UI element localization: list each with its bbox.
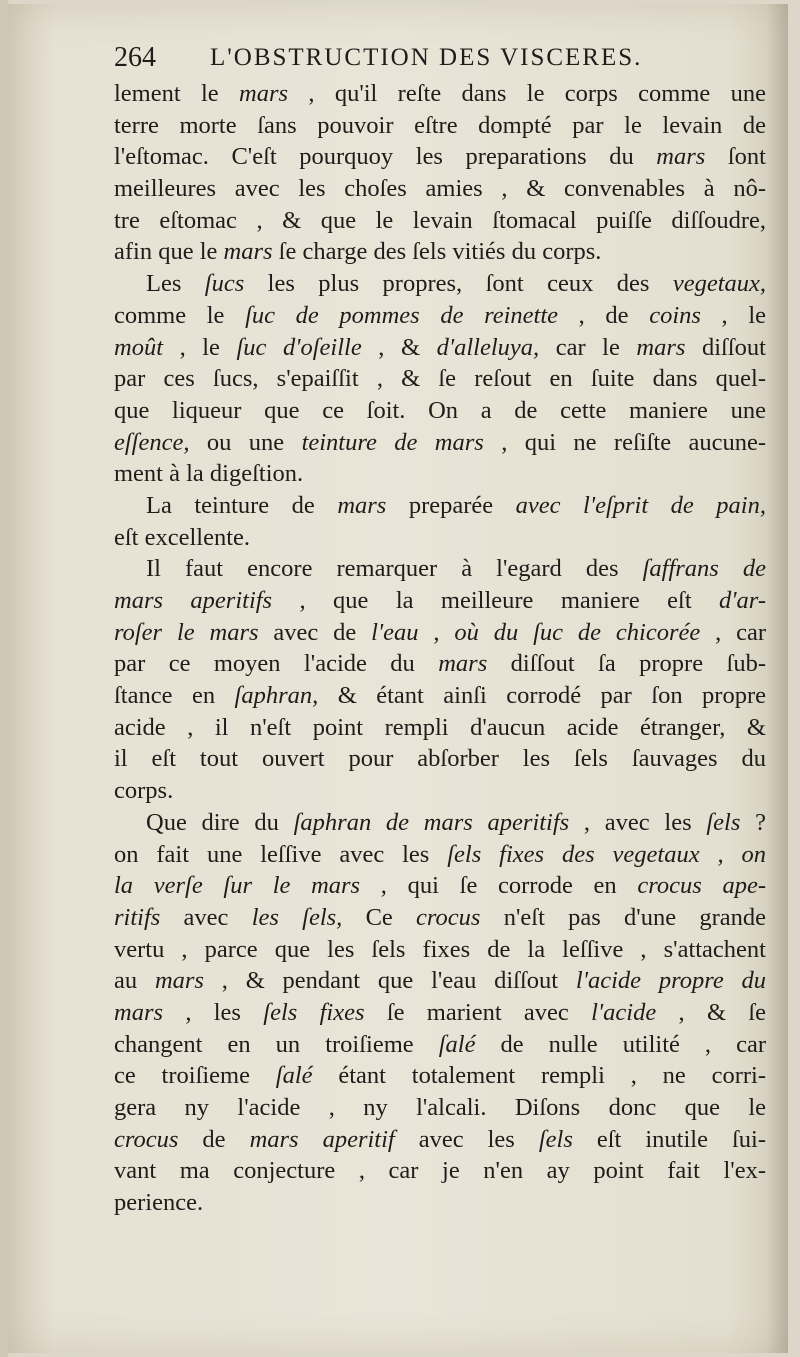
italic-text: mars aperitif <box>249 1125 395 1153</box>
italic-text: crocus <box>416 903 481 931</box>
text-span: que liqueur que ce ſoit. On a de cette maniere une <box>114 396 766 424</box>
italic-text: mars <box>337 491 387 519</box>
text-span: tre eſtomac , & que le levain ſtomacal puiſſe diſſoudre, <box>114 206 766 234</box>
italic-text: où du ſuc de chicorée <box>454 618 701 646</box>
italic-text: vegetaux, <box>672 270 766 298</box>
italic-text: mars <box>114 998 164 1026</box>
text-span: , les <box>163 998 264 1026</box>
text-span: avec <box>160 903 252 931</box>
italic-text: eſſence, <box>114 428 190 456</box>
text-span: gera ny l'acide , ny l'alcali. Diſons donc que le <box>114 1094 766 1121</box>
italic-text: l'acide propre du <box>575 967 766 995</box>
italic-text: ſaphran, <box>234 682 319 710</box>
text-line <box>114 490 766 522</box>
text-span: de nulle utilité , car <box>475 1030 766 1058</box>
text-line <box>114 1124 766 1156</box>
text-line <box>114 332 766 364</box>
text-span: , le <box>163 333 237 361</box>
text-span: étant totalement rempli , ne corri- <box>312 1062 766 1090</box>
text-span: vertu , parce que les ſels fixes de la leſſive , s'attachent <box>114 935 766 963</box>
text-span: avec les <box>394 1125 539 1153</box>
text-span: diſſout <box>685 333 766 361</box>
text-span: , avec les <box>569 808 707 836</box>
text-span: , & ſe <box>656 998 766 1026</box>
body-text <box>114 78 766 1219</box>
text-span: eſt excellente. <box>114 523 251 551</box>
text-span: au <box>114 967 155 995</box>
text-span: afin que le <box>114 238 224 266</box>
text-span: ſe charge des ſels vitiés du corps. <box>272 238 602 266</box>
text-span: , qui ne reſiſte aucune- <box>483 428 766 456</box>
text-span: & étant ainſi corrodé par ſon propre <box>318 682 766 710</box>
italic-text: ſels fixes <box>263 998 365 1026</box>
text-span: terre morte ſans pouvoir eſtre dompté par le levain de <box>114 111 766 139</box>
italic-text: les ſels, <box>251 903 343 931</box>
page-edge <box>0 0 8 1357</box>
italic-text: mars <box>239 80 289 107</box>
text-span: , qui ſe corrode en <box>360 872 638 900</box>
text-span: , le <box>700 301 766 329</box>
text-span: diſſout ſa propre ſub- <box>487 650 766 678</box>
text-span: par ces ſucs, s'epaiſſit , & ſe reſout en ſuite dans quel- <box>114 365 766 393</box>
text-line <box>114 648 766 680</box>
italic-text: mars aperitifs <box>114 587 273 614</box>
italic-text: mars <box>438 650 488 678</box>
text-span: Les <box>146 270 205 298</box>
text-line <box>114 965 766 997</box>
text-span: Il faut encore remarquer à l'egard des <box>146 555 643 583</box>
text-span: Ce <box>342 903 417 931</box>
text-span: ſont <box>705 143 766 171</box>
text-line <box>114 110 766 142</box>
text-line <box>114 680 766 712</box>
text-span: de <box>178 1125 250 1153</box>
text-span: avec de <box>258 618 372 646</box>
italic-text: ſuc d'oſeille <box>236 333 362 361</box>
italic-text: ſaphran de mars aperitifs <box>293 808 570 836</box>
page-gutter-shadow <box>766 4 788 1353</box>
italic-text: ſucs <box>204 270 245 298</box>
text-span: corps. <box>114 777 174 805</box>
text-line <box>114 997 766 1029</box>
text-line <box>114 1092 766 1124</box>
text-span: , <box>418 618 455 646</box>
text-span: eſt inutile ſui- <box>572 1125 766 1153</box>
italic-text: ſels fixes des vegetaux , on <box>447 840 766 868</box>
text-span: ment à la digeſtion. <box>114 460 304 488</box>
text-line <box>114 902 766 934</box>
text-span: ou une <box>189 428 302 456</box>
text-span: il eſt tout ouvert pour abſorber les ſels ſauvages du <box>114 745 766 773</box>
italic-text: l'eau <box>371 618 419 646</box>
text-span: ? <box>740 808 766 836</box>
text-line <box>114 743 766 775</box>
italic-text: ſaffrans de <box>642 555 766 583</box>
text-line <box>114 934 766 966</box>
text-line <box>114 173 766 205</box>
italic-text: mars <box>656 143 706 171</box>
text-span: n'eſt pas d'une grande <box>480 903 766 931</box>
text-line <box>114 585 766 617</box>
text-line <box>114 1187 766 1219</box>
italic-text: mars <box>223 238 273 266</box>
text-span: vant ma conjecture , car je n'en ay point fait l'ex- <box>114 1157 766 1185</box>
italic-text: la verſe ſur le mars <box>114 872 361 900</box>
text-line <box>114 78 766 110</box>
text-span: ſtance en <box>114 682 235 710</box>
text-line <box>114 712 766 744</box>
running-title: L'OBSTRUCTION DES VISCERES. <box>210 44 643 71</box>
text-span: les plus propres, ſont ceux des <box>244 270 673 298</box>
text-line <box>114 300 766 332</box>
italic-text: ritifs <box>114 903 161 931</box>
text-span: comme le <box>114 301 246 329</box>
text-line <box>114 363 766 395</box>
text-span: , & <box>361 333 437 361</box>
italic-text: avec l'eſprit de pain, <box>515 491 766 519</box>
running-header <box>110 42 760 82</box>
text-line <box>114 1155 766 1187</box>
text-line <box>114 268 766 300</box>
text-line <box>114 1060 766 1092</box>
italic-text: ſels <box>706 808 741 836</box>
text-line <box>114 1029 766 1061</box>
italic-text: ſels <box>538 1125 573 1153</box>
italic-text: roſer le mars <box>114 618 259 646</box>
text-span: perience. <box>114 1189 204 1217</box>
italic-text: crocus ape- <box>637 872 766 900</box>
italic-text: coins <box>649 301 701 329</box>
text-span: Que dire du <box>146 808 294 836</box>
text-line <box>114 395 766 427</box>
text-span: changent en un troiſieme <box>114 1030 439 1058</box>
text-span: , que la meilleure maniere eſt <box>272 587 720 614</box>
italic-text: moût <box>114 333 163 361</box>
italic-text: d'alleluya, <box>436 333 540 361</box>
text-line <box>114 553 766 585</box>
text-line <box>114 870 766 902</box>
italic-text: teinture de mars <box>301 428 484 456</box>
text-line <box>114 141 766 173</box>
text-line <box>114 617 766 649</box>
italic-text: l'acide <box>591 998 657 1026</box>
italic-text: mars <box>636 333 686 361</box>
text-line <box>114 458 766 490</box>
text-span: , qu'il reſte dans le corps comme une <box>288 80 766 107</box>
text-span: car le <box>539 333 637 361</box>
italic-text: mars <box>154 967 204 995</box>
text-span: l'eſtomac. C'eſt pourquoy les preparations du <box>114 143 657 171</box>
text-span: par ce moyen l'acide du <box>114 650 439 678</box>
italic-text: d'ar- <box>719 587 766 614</box>
text-line <box>114 775 766 807</box>
text-span: , car <box>700 618 766 646</box>
text-line <box>114 427 766 459</box>
text-span: ce troiſieme <box>114 1062 276 1090</box>
text-span: meilleures avec les choſes amies , & convenables à nô- <box>114 175 766 203</box>
text-line <box>114 236 766 268</box>
page-number: 264 <box>114 42 156 73</box>
italic-text: crocus <box>114 1125 179 1153</box>
text-span: , & pendant que l'eau diſſout <box>203 967 576 995</box>
text-span: , de <box>558 301 650 329</box>
italic-text: ſuc de pommes de reinette <box>245 301 559 329</box>
text-line <box>114 522 766 554</box>
text-line <box>114 807 766 839</box>
text-span: preparée <box>386 491 516 519</box>
text-span: acide , il n'eſt point rempli d'aucun acide étranger, & <box>114 713 766 741</box>
text-span: ſe marient avec <box>364 998 592 1026</box>
text-line <box>114 205 766 237</box>
italic-text: ſalé <box>438 1030 476 1058</box>
text-span: on fait une leſſive avec les <box>114 840 448 868</box>
text-span: La teinture de <box>146 491 338 519</box>
italic-text: ſalé <box>275 1062 313 1090</box>
text-line <box>114 839 766 871</box>
text-span: lement le <box>114 80 240 107</box>
